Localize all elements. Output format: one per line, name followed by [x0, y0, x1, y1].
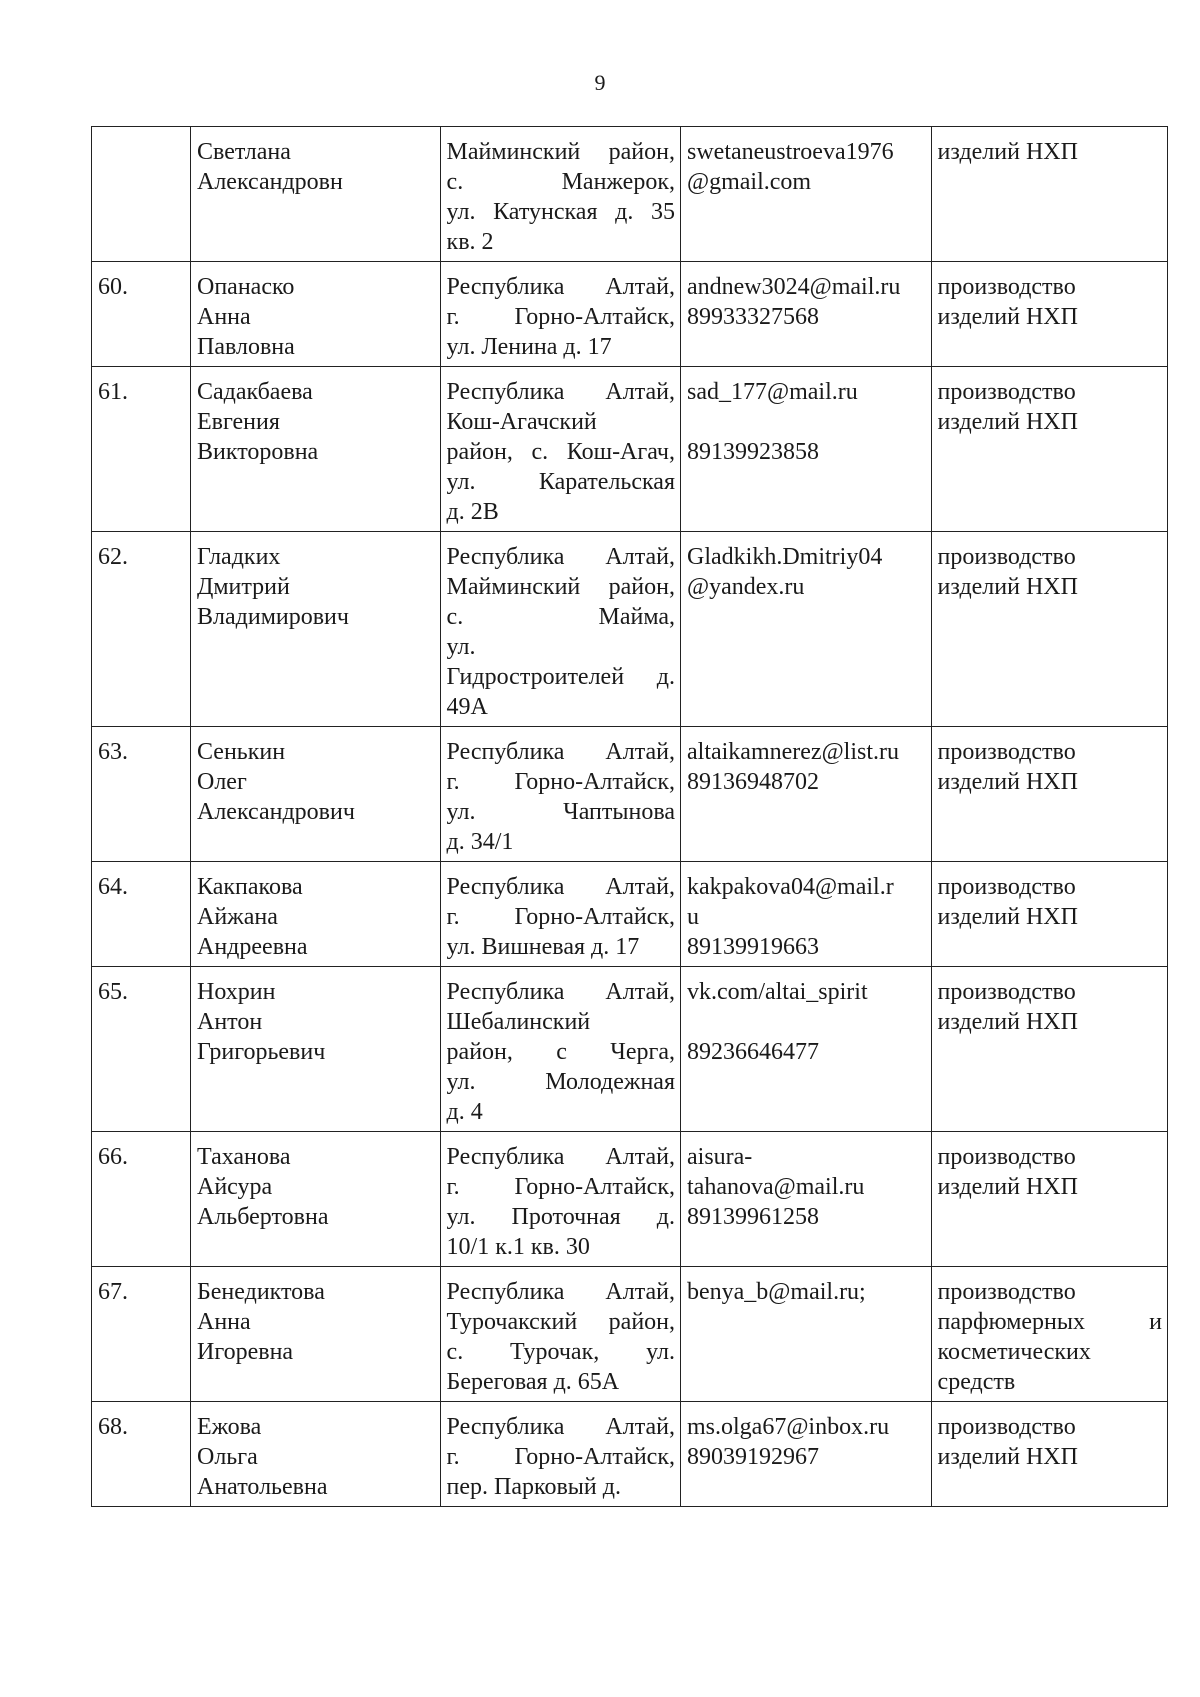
address-line: Береговая д. 65А: [446, 1369, 620, 1395]
activity-line: производство: [937, 544, 1076, 570]
address-line: Республика Алтай,: [446, 274, 675, 300]
full-name-line: Таханова: [197, 1144, 291, 1170]
address-line: Республика Алтай,: [446, 874, 675, 900]
address-line: Турочакский район,: [446, 1309, 675, 1335]
contact-line[interactable]: @gmail.com: [687, 169, 812, 195]
contact-cell: [681, 1402, 932, 1507]
row-number: 66.: [98, 1144, 128, 1170]
address-line: Республика Алтай,: [446, 1414, 675, 1440]
activity-line: производство: [937, 1279, 1076, 1305]
address-line: г. Горно-Алтайск,: [446, 904, 675, 930]
full-name-line: Какпакова: [197, 874, 303, 900]
contact-line[interactable]: 89136948702: [687, 769, 819, 795]
contact-line[interactable]: tahanova@mail.ru: [687, 1174, 865, 1200]
address-line: с. Манжерок,: [446, 169, 675, 195]
contact-line[interactable]: 89236646477: [687, 1039, 819, 1065]
table-row: [92, 862, 1168, 967]
address-line: ул. Ленина д. 17: [446, 334, 612, 360]
address-line: Гидростроителей д.: [446, 664, 675, 690]
full-name-cell: [191, 862, 441, 967]
activity-line: производство: [937, 379, 1076, 405]
contact-line[interactable]: Gladkikh.Dmitriy04: [687, 544, 883, 570]
activity-line: производство: [937, 979, 1076, 1005]
address-cell: [440, 862, 680, 967]
contact-line[interactable]: @yandex.ru: [687, 574, 805, 600]
activity-line: изделий НХП: [937, 1174, 1078, 1200]
contact-cell: [681, 367, 932, 532]
activity-cell: [931, 127, 1167, 262]
full-name-line: Григорьевич: [197, 1039, 326, 1065]
address-cell: [440, 532, 680, 727]
full-name-line: Олег: [197, 769, 247, 795]
row-number-cell: [92, 727, 191, 862]
address-line: кв. 2: [446, 229, 494, 255]
full-name-cell: [191, 727, 441, 862]
contact-line[interactable]: [687, 407, 926, 437]
row-number-cell: [92, 1402, 191, 1507]
address-line: г. Горно-Алтайск,: [446, 769, 675, 795]
contact-cell: [681, 127, 932, 262]
full-name-line: Айсура: [197, 1174, 273, 1200]
full-name-cell: [191, 1267, 441, 1402]
activity-line: производство: [937, 1144, 1076, 1170]
address-line: Республика Алтай,: [446, 544, 675, 570]
registry-table: [91, 126, 1168, 1507]
contact-line[interactable]: u: [687, 904, 699, 930]
registry-table-body: [92, 127, 1168, 1507]
full-name-line: Садакбаева: [197, 379, 313, 405]
full-name-line: Александровн: [197, 169, 343, 195]
table-row: [92, 1402, 1168, 1507]
row-number: 64.: [98, 874, 128, 900]
address-line: Майминский район,: [446, 574, 675, 600]
full-name-cell: [191, 367, 441, 532]
contact-line[interactable]: 89039192967: [687, 1444, 819, 1470]
full-name-line: Антон: [197, 1009, 263, 1035]
contact-line[interactable]: 89139961258: [687, 1204, 819, 1230]
row-number: 63.: [98, 739, 128, 765]
address-line: район, с. Кош-Агач,: [446, 439, 675, 465]
full-name-line: Викторовна: [197, 439, 319, 465]
address-cell: [440, 1132, 680, 1267]
address-cell: [440, 367, 680, 532]
address-line: д. 34/1: [446, 829, 514, 855]
contact-line[interactable]: swetaneustroeva1976: [687, 139, 894, 165]
activity-line: парфюмерных и: [937, 1309, 1162, 1335]
activity-cell: [931, 1132, 1167, 1267]
activity-line: производство: [937, 274, 1076, 300]
activity-line: изделий НХП: [937, 409, 1078, 435]
address-line: 49А: [446, 694, 488, 720]
address-line: д. 2В: [446, 499, 499, 525]
contact-cell: [681, 1132, 932, 1267]
full-name-line: Александрович: [197, 799, 355, 825]
row-number-cell: [92, 127, 191, 262]
address-line: Кош-Агачский: [446, 409, 597, 435]
contact-line[interactable]: vk.com/altai_spirit: [687, 979, 868, 1005]
activity-cell: [931, 262, 1167, 367]
row-number: 60.: [98, 274, 128, 300]
full-name-line: Евгения: [197, 409, 280, 435]
contact-line[interactable]: 89139919663: [687, 934, 819, 960]
address-line: Республика Алтай,: [446, 979, 675, 1005]
contact-line[interactable]: [687, 1007, 926, 1037]
address-line: г. Горно-Алтайск,: [446, 1174, 675, 1200]
address-cell: [440, 127, 680, 262]
contact-cell: [681, 727, 932, 862]
contact-line[interactable]: aisura-: [687, 1144, 753, 1170]
contact-line[interactable]: ms.olga67@inbox.ru: [687, 1414, 890, 1440]
full-name-line: Светлана: [197, 139, 291, 165]
address-line: пер. Парковый д.: [446, 1474, 621, 1500]
table-row: [92, 1132, 1168, 1267]
activity-line: производство: [937, 1414, 1076, 1440]
contact-cell: [681, 967, 932, 1132]
activity-cell: [931, 967, 1167, 1132]
contact-cell: [681, 862, 932, 967]
contact-line[interactable]: andnew3024@mail.ru: [687, 274, 901, 300]
contact-line[interactable]: sad_177@mail.ru: [687, 379, 858, 405]
address-line: 10/1 к.1 кв. 30: [446, 1234, 590, 1260]
full-name-line: Сенькин: [197, 739, 286, 765]
activity-cell: [931, 367, 1167, 532]
activity-line: изделий НХП: [937, 139, 1078, 165]
address-line: Майминский район,: [446, 139, 675, 165]
row-number-cell: [92, 862, 191, 967]
full-name-cell: [191, 262, 441, 367]
address-line: ул. Вишневая д. 17: [446, 934, 640, 960]
address-cell: [440, 1267, 680, 1402]
address-cell: [440, 1402, 680, 1507]
table-row: [92, 727, 1168, 862]
row-number: 61.: [98, 379, 128, 405]
full-name-line: Альбертовна: [197, 1204, 329, 1230]
activity-line: изделий НХП: [937, 904, 1078, 930]
address-line: Республика Алтай,: [446, 379, 675, 405]
contact-line[interactable]: 89139923858: [687, 439, 819, 465]
full-name-line: Опанаско: [197, 274, 295, 300]
row-number-cell: [92, 532, 191, 727]
address-cell: [440, 967, 680, 1132]
activity-line: средств: [937, 1369, 1016, 1395]
row-number: 67.: [98, 1279, 128, 1305]
full-name-line: Анна: [197, 304, 251, 330]
address-line: Республика Алтай,: [446, 739, 675, 765]
table-row: [92, 367, 1168, 532]
contact-line[interactable]: altaikamnerez@list.ru: [687, 739, 900, 765]
address-line: район, с Черга,: [446, 1039, 675, 1065]
contact-cell: [681, 1267, 932, 1402]
full-name-line: Игоревна: [197, 1339, 294, 1365]
address-line: Республика Алтай,: [446, 1144, 675, 1170]
address-line: ул. Проточная д.: [446, 1204, 675, 1230]
row-number: 62.: [98, 544, 128, 570]
address-line: ул. Карательская: [446, 469, 675, 495]
row-number-cell: [92, 367, 191, 532]
address-line: г. Горно-Алтайск,: [446, 1444, 675, 1470]
full-name-line: Ольга: [197, 1444, 258, 1470]
contact-cell: [681, 532, 932, 727]
full-name-line: Владимирович: [197, 604, 349, 630]
row-number: 68.: [98, 1414, 128, 1440]
full-name-line: Бенедиктова: [197, 1279, 325, 1305]
row-number-cell: [92, 1132, 191, 1267]
full-name-line: Павловна: [197, 334, 295, 360]
address-line: д. 4: [446, 1099, 483, 1125]
full-name-line: Гладких: [197, 544, 281, 570]
address-line: Республика Алтай,: [446, 1279, 675, 1305]
table-row: [92, 262, 1168, 367]
activity-line: производство: [937, 874, 1076, 900]
address-line: ул. Молодежная: [446, 1069, 675, 1095]
contact-cell: [681, 262, 932, 367]
full-name-cell: [191, 1402, 441, 1507]
activity-cell: [931, 727, 1167, 862]
full-name-line: Айжана: [197, 904, 278, 930]
full-name-cell: [191, 127, 441, 262]
activity-line: изделий НХП: [937, 304, 1078, 330]
contact-line[interactable]: 89933327568: [687, 304, 819, 330]
table-row: [92, 1267, 1168, 1402]
row-number-cell: [92, 262, 191, 367]
full-name-line: Дмитрий: [197, 574, 290, 600]
row-number-cell: [92, 1267, 191, 1402]
address-cell: [440, 727, 680, 862]
address-line: с. Турочак, ул.: [446, 1339, 675, 1365]
activity-cell: [931, 1402, 1167, 1507]
activity-line: изделий НХП: [937, 769, 1078, 795]
row-number-cell: [92, 967, 191, 1132]
contact-line[interactable]: benya_b@mail.ru;: [687, 1279, 866, 1305]
row-number: 65.: [98, 979, 128, 1005]
activity-line: производство: [937, 739, 1076, 765]
full-name-cell: [191, 532, 441, 727]
activity-line: изделий НХП: [937, 574, 1078, 600]
full-name-line: Анна: [197, 1309, 251, 1335]
activity-line: изделий НХП: [937, 1009, 1078, 1035]
address-line: ул. Чаптынова: [446, 799, 675, 825]
address-line: Шебалинский: [446, 1009, 591, 1035]
address-line: ул. Катунская д. 35: [446, 199, 675, 225]
table-row: [92, 127, 1168, 262]
address-line: ул.: [446, 634, 476, 660]
full-name-cell: [191, 1132, 441, 1267]
address-cell: [440, 262, 680, 367]
activity-cell: [931, 1267, 1167, 1402]
page-number: 9: [594, 70, 606, 95]
table-row: [92, 967, 1168, 1132]
address-line: с. Майма,: [446, 604, 675, 630]
full-name-line: Анатольевна: [197, 1474, 328, 1500]
contact-line[interactable]: kakpakova04@mail.r: [687, 874, 894, 900]
activity-line: косметических: [937, 1339, 1091, 1365]
address-line: г. Горно-Алтайск,: [446, 304, 675, 330]
full-name-line: Андреевна: [197, 934, 308, 960]
activity-line: изделий НХП: [937, 1444, 1078, 1470]
full-name-line: Нохрин: [197, 979, 276, 1005]
full-name-cell: [191, 967, 441, 1132]
table-row: [92, 532, 1168, 727]
activity-cell: [931, 862, 1167, 967]
activity-cell: [931, 532, 1167, 727]
full-name-line: Ежова: [197, 1414, 262, 1440]
